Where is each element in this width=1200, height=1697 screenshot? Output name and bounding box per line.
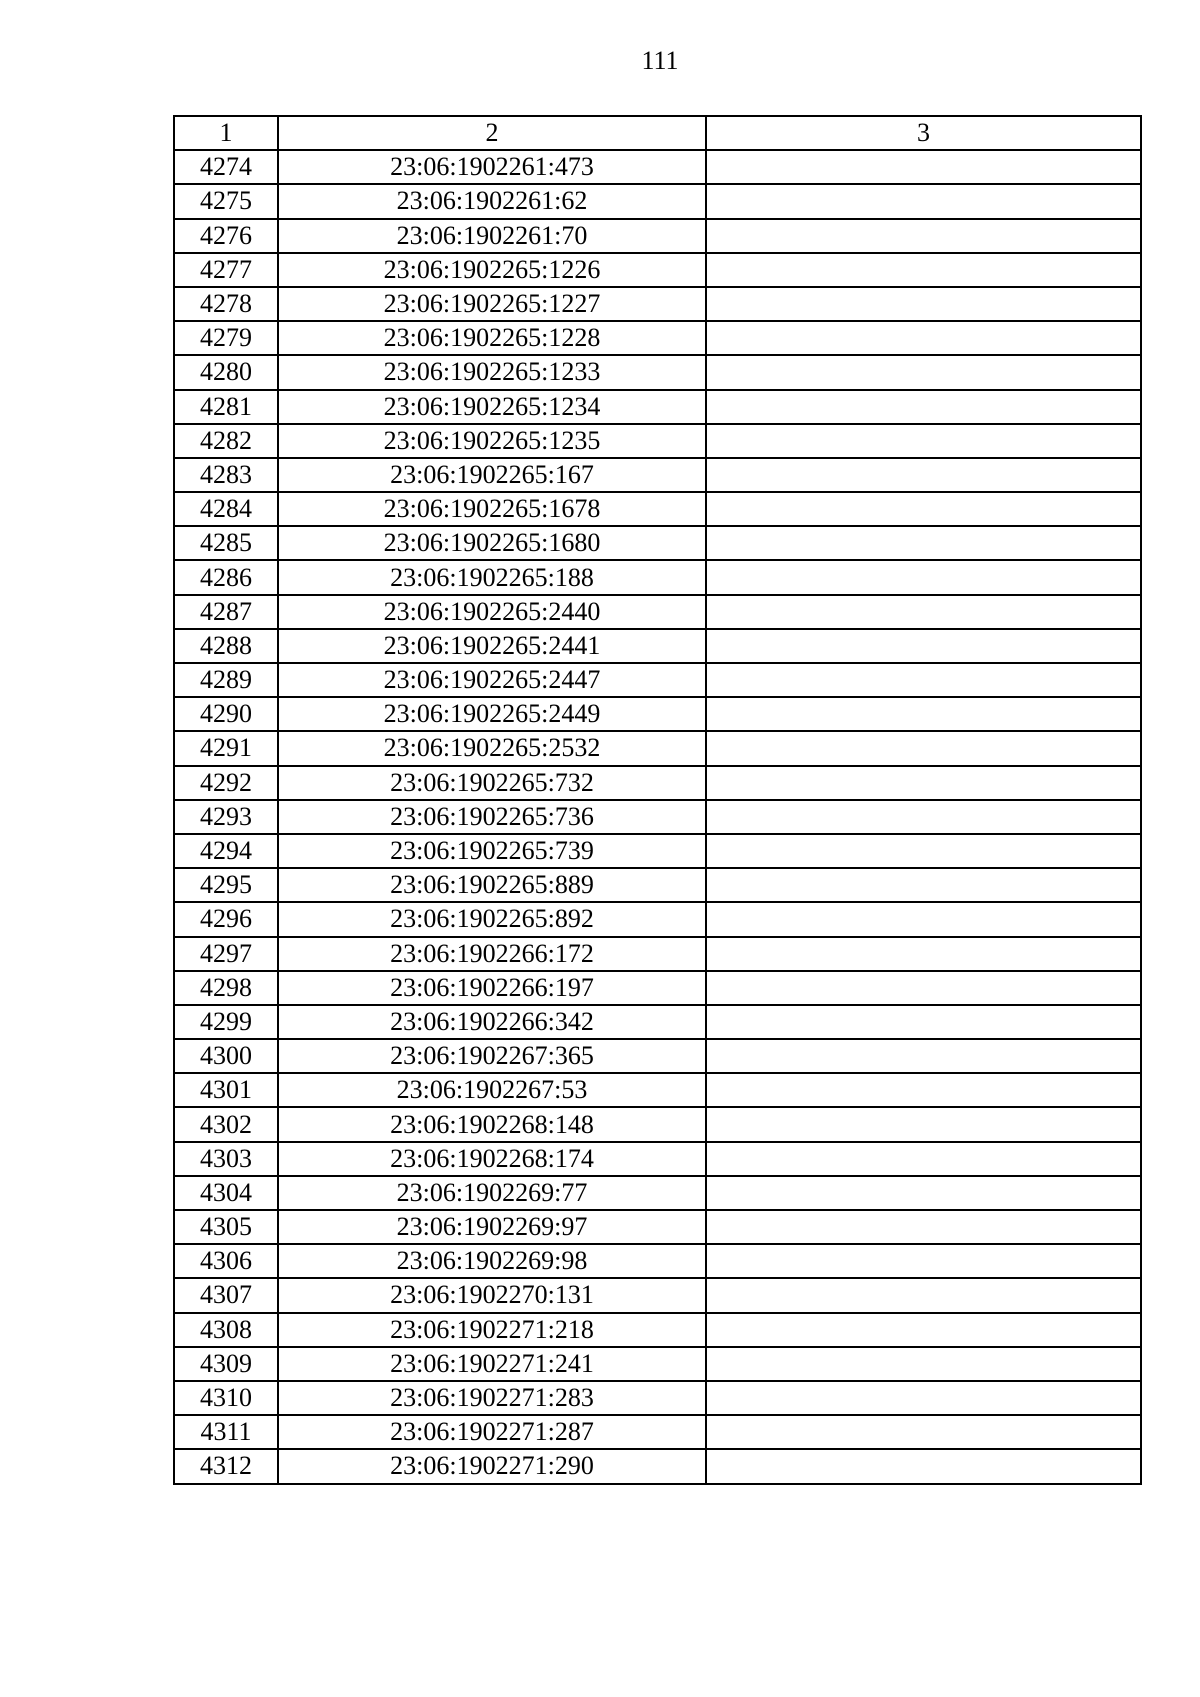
table-row [174, 1073, 1141, 1107]
table-row [174, 219, 1141, 253]
table-row [174, 1176, 1141, 1210]
cadastral-number-cell: 23:06:1902268:174 [278, 1142, 706, 1176]
row-number-cell: 4305 [174, 1210, 278, 1244]
row-number-cell: 4308 [174, 1313, 278, 1347]
notes-cell [706, 1415, 1141, 1449]
notes-cell [706, 526, 1141, 560]
cadastral-number-cell: 23:06:1902271:287 [278, 1415, 706, 1449]
cadastral-number-cell: 23:06:1902268:148 [278, 1107, 706, 1141]
notes-cell [706, 663, 1141, 697]
notes-cell [706, 492, 1141, 526]
notes-cell [706, 1005, 1141, 1039]
cadastral-number-cell: 23:06:1902265:1235 [278, 424, 706, 458]
notes-cell [706, 834, 1141, 868]
cadastral-number-cell: 23:06:1902265:2447 [278, 663, 706, 697]
cadastral-number-cell: 23:06:1902265:1678 [278, 492, 706, 526]
row-number-cell: 4281 [174, 390, 278, 424]
cadastral-number-cell: 23:06:1902269:77 [278, 1176, 706, 1210]
cadastral-number-cell: 23:06:1902271:283 [278, 1381, 706, 1415]
notes-cell [706, 1142, 1141, 1176]
table-row [174, 321, 1141, 355]
row-number-cell: 4278 [174, 287, 278, 321]
notes-cell [706, 902, 1141, 936]
row-number-cell: 4306 [174, 1244, 278, 1278]
row-number-cell: 4301 [174, 1073, 278, 1107]
row-number-cell: 4274 [174, 150, 278, 184]
row-number-cell: 4307 [174, 1278, 278, 1312]
table-row [174, 150, 1141, 184]
row-number-cell: 4285 [174, 526, 278, 560]
cadastral-number-cell: 23:06:1902265:739 [278, 834, 706, 868]
column-header-3: 3 [706, 116, 1141, 150]
cadastral-number-cell: 23:06:1902261:473 [278, 150, 706, 184]
cadastral-number-cell: 23:06:1902265:2440 [278, 595, 706, 629]
row-number-cell: 4275 [174, 184, 278, 218]
notes-cell [706, 629, 1141, 663]
cadastral-number-cell: 23:06:1902265:732 [278, 766, 706, 800]
table-row [174, 560, 1141, 594]
notes-cell [706, 731, 1141, 765]
cadastral-number-cell: 23:06:1902261:62 [278, 184, 706, 218]
table-row [174, 1210, 1141, 1244]
table-row [174, 424, 1141, 458]
table-row [174, 937, 1141, 971]
row-number-cell: 4300 [174, 1039, 278, 1073]
row-number-cell: 4295 [174, 868, 278, 902]
cadastral-number-cell: 23:06:1902267:365 [278, 1039, 706, 1073]
notes-cell [706, 1039, 1141, 1073]
cadastral-number-cell: 23:06:1902265:167 [278, 458, 706, 492]
notes-cell [706, 1244, 1141, 1278]
cadastral-number-cell: 23:06:1902270:131 [278, 1278, 706, 1312]
cadastral-number-cell: 23:06:1902261:70 [278, 219, 706, 253]
notes-cell [706, 697, 1141, 731]
table-row [174, 1449, 1141, 1483]
cadastral-number-cell: 23:06:1902265:1228 [278, 321, 706, 355]
cadastral-number-cell: 23:06:1902265:1233 [278, 355, 706, 389]
cadastral-number-cell: 23:06:1902265:736 [278, 800, 706, 834]
row-number-cell: 4283 [174, 458, 278, 492]
notes-cell [706, 1381, 1141, 1415]
table-row [174, 184, 1141, 218]
row-number-cell: 4291 [174, 731, 278, 765]
table-row [174, 731, 1141, 765]
notes-cell [706, 1210, 1141, 1244]
notes-cell [706, 766, 1141, 800]
table-row [174, 595, 1141, 629]
table-row [174, 663, 1141, 697]
cadastral-number-cell: 23:06:1902269:98 [278, 1244, 706, 1278]
cadastral-number-cell: 23:06:1902265:892 [278, 902, 706, 936]
table-row [174, 1278, 1141, 1312]
cadastral-number-cell: 23:06:1902271:218 [278, 1313, 706, 1347]
table-row [174, 355, 1141, 389]
column-header-1: 1 [174, 116, 278, 150]
row-number-cell: 4286 [174, 560, 278, 594]
notes-cell [706, 219, 1141, 253]
cadastral-table-container [173, 115, 1142, 1485]
notes-cell [706, 321, 1141, 355]
table-row [174, 1381, 1141, 1415]
cadastral-number-cell: 23:06:1902265:1234 [278, 390, 706, 424]
cadastral-table [173, 115, 1142, 1485]
row-number-cell: 4276 [174, 219, 278, 253]
page-number: 111 [641, 46, 679, 75]
table-row [174, 1039, 1141, 1073]
row-number-cell: 4299 [174, 1005, 278, 1039]
cadastral-number-cell: 23:06:1902271:290 [278, 1449, 706, 1483]
table-row [174, 492, 1141, 526]
table-row [174, 800, 1141, 834]
notes-cell [706, 355, 1141, 389]
table-row [174, 1415, 1141, 1449]
notes-cell [706, 595, 1141, 629]
row-number-cell: 4303 [174, 1142, 278, 1176]
notes-cell [706, 287, 1141, 321]
table-row [174, 834, 1141, 868]
table-row [174, 253, 1141, 287]
table-row [174, 458, 1141, 492]
notes-cell [706, 458, 1141, 492]
notes-cell [706, 868, 1141, 902]
cadastral-number-cell: 23:06:1902267:53 [278, 1073, 706, 1107]
cadastral-number-cell: 23:06:1902265:1227 [278, 287, 706, 321]
table-row [174, 1005, 1141, 1039]
cadastral-number-cell: 23:06:1902271:241 [278, 1347, 706, 1381]
table-row [174, 1142, 1141, 1176]
table-row [174, 971, 1141, 1005]
row-number-cell: 4288 [174, 629, 278, 663]
cadastral-number-cell: 23:06:1902266:172 [278, 937, 706, 971]
row-number-cell: 4280 [174, 355, 278, 389]
notes-cell [706, 971, 1141, 1005]
table-row [174, 1347, 1141, 1381]
notes-cell [706, 800, 1141, 834]
notes-cell [706, 560, 1141, 594]
cadastral-number-cell: 23:06:1902266:197 [278, 971, 706, 1005]
cadastral-number-cell: 23:06:1902265:2441 [278, 629, 706, 663]
notes-cell [706, 1073, 1141, 1107]
row-number-cell: 4279 [174, 321, 278, 355]
notes-cell [706, 1176, 1141, 1210]
table-row [174, 697, 1141, 731]
cadastral-number-cell: 23:06:1902265:2532 [278, 731, 706, 765]
notes-cell [706, 1107, 1141, 1141]
notes-cell [706, 184, 1141, 218]
notes-cell [706, 1278, 1141, 1312]
row-number-cell: 4287 [174, 595, 278, 629]
table-row [174, 526, 1141, 560]
row-number-cell: 4292 [174, 766, 278, 800]
table-body [174, 150, 1141, 1483]
cadastral-number-cell: 23:06:1902265:1226 [278, 253, 706, 287]
cadastral-number-cell: 23:06:1902265:1680 [278, 526, 706, 560]
notes-cell [706, 1347, 1141, 1381]
row-number-cell: 4309 [174, 1347, 278, 1381]
notes-cell [706, 1313, 1141, 1347]
table-row [174, 1313, 1141, 1347]
row-number-cell: 4302 [174, 1107, 278, 1141]
row-number-cell: 4277 [174, 253, 278, 287]
column-header-2: 2 [278, 116, 706, 150]
row-number-cell: 4284 [174, 492, 278, 526]
notes-cell [706, 937, 1141, 971]
row-number-cell: 4282 [174, 424, 278, 458]
cadastral-number-cell: 23:06:1902265:2449 [278, 697, 706, 731]
cadastral-number-cell: 23:06:1902266:342 [278, 1005, 706, 1039]
row-number-cell: 4310 [174, 1381, 278, 1415]
notes-cell [706, 253, 1141, 287]
cadastral-number-cell: 23:06:1902265:889 [278, 868, 706, 902]
table-row [174, 390, 1141, 424]
row-number-cell: 4293 [174, 800, 278, 834]
row-number-cell: 4298 [174, 971, 278, 1005]
cadastral-number-cell: 23:06:1902269:97 [278, 1210, 706, 1244]
row-number-cell: 4296 [174, 902, 278, 936]
notes-cell [706, 1449, 1141, 1483]
row-number-cell: 4289 [174, 663, 278, 697]
row-number-cell: 4290 [174, 697, 278, 731]
table-row [174, 902, 1141, 936]
row-number-cell: 4294 [174, 834, 278, 868]
row-number-cell: 4297 [174, 937, 278, 971]
table-row [174, 1244, 1141, 1278]
notes-cell [706, 150, 1141, 184]
table-row [174, 1107, 1141, 1141]
table-row [174, 287, 1141, 321]
table-row [174, 629, 1141, 663]
row-number-cell: 4312 [174, 1449, 278, 1483]
row-number-cell: 4304 [174, 1176, 278, 1210]
notes-cell [706, 390, 1141, 424]
notes-cell [706, 424, 1141, 458]
table-row [174, 868, 1141, 902]
cadastral-number-cell: 23:06:1902265:188 [278, 560, 706, 594]
table-header-row [174, 116, 1141, 150]
table-row [174, 766, 1141, 800]
row-number-cell: 4311 [174, 1415, 278, 1449]
